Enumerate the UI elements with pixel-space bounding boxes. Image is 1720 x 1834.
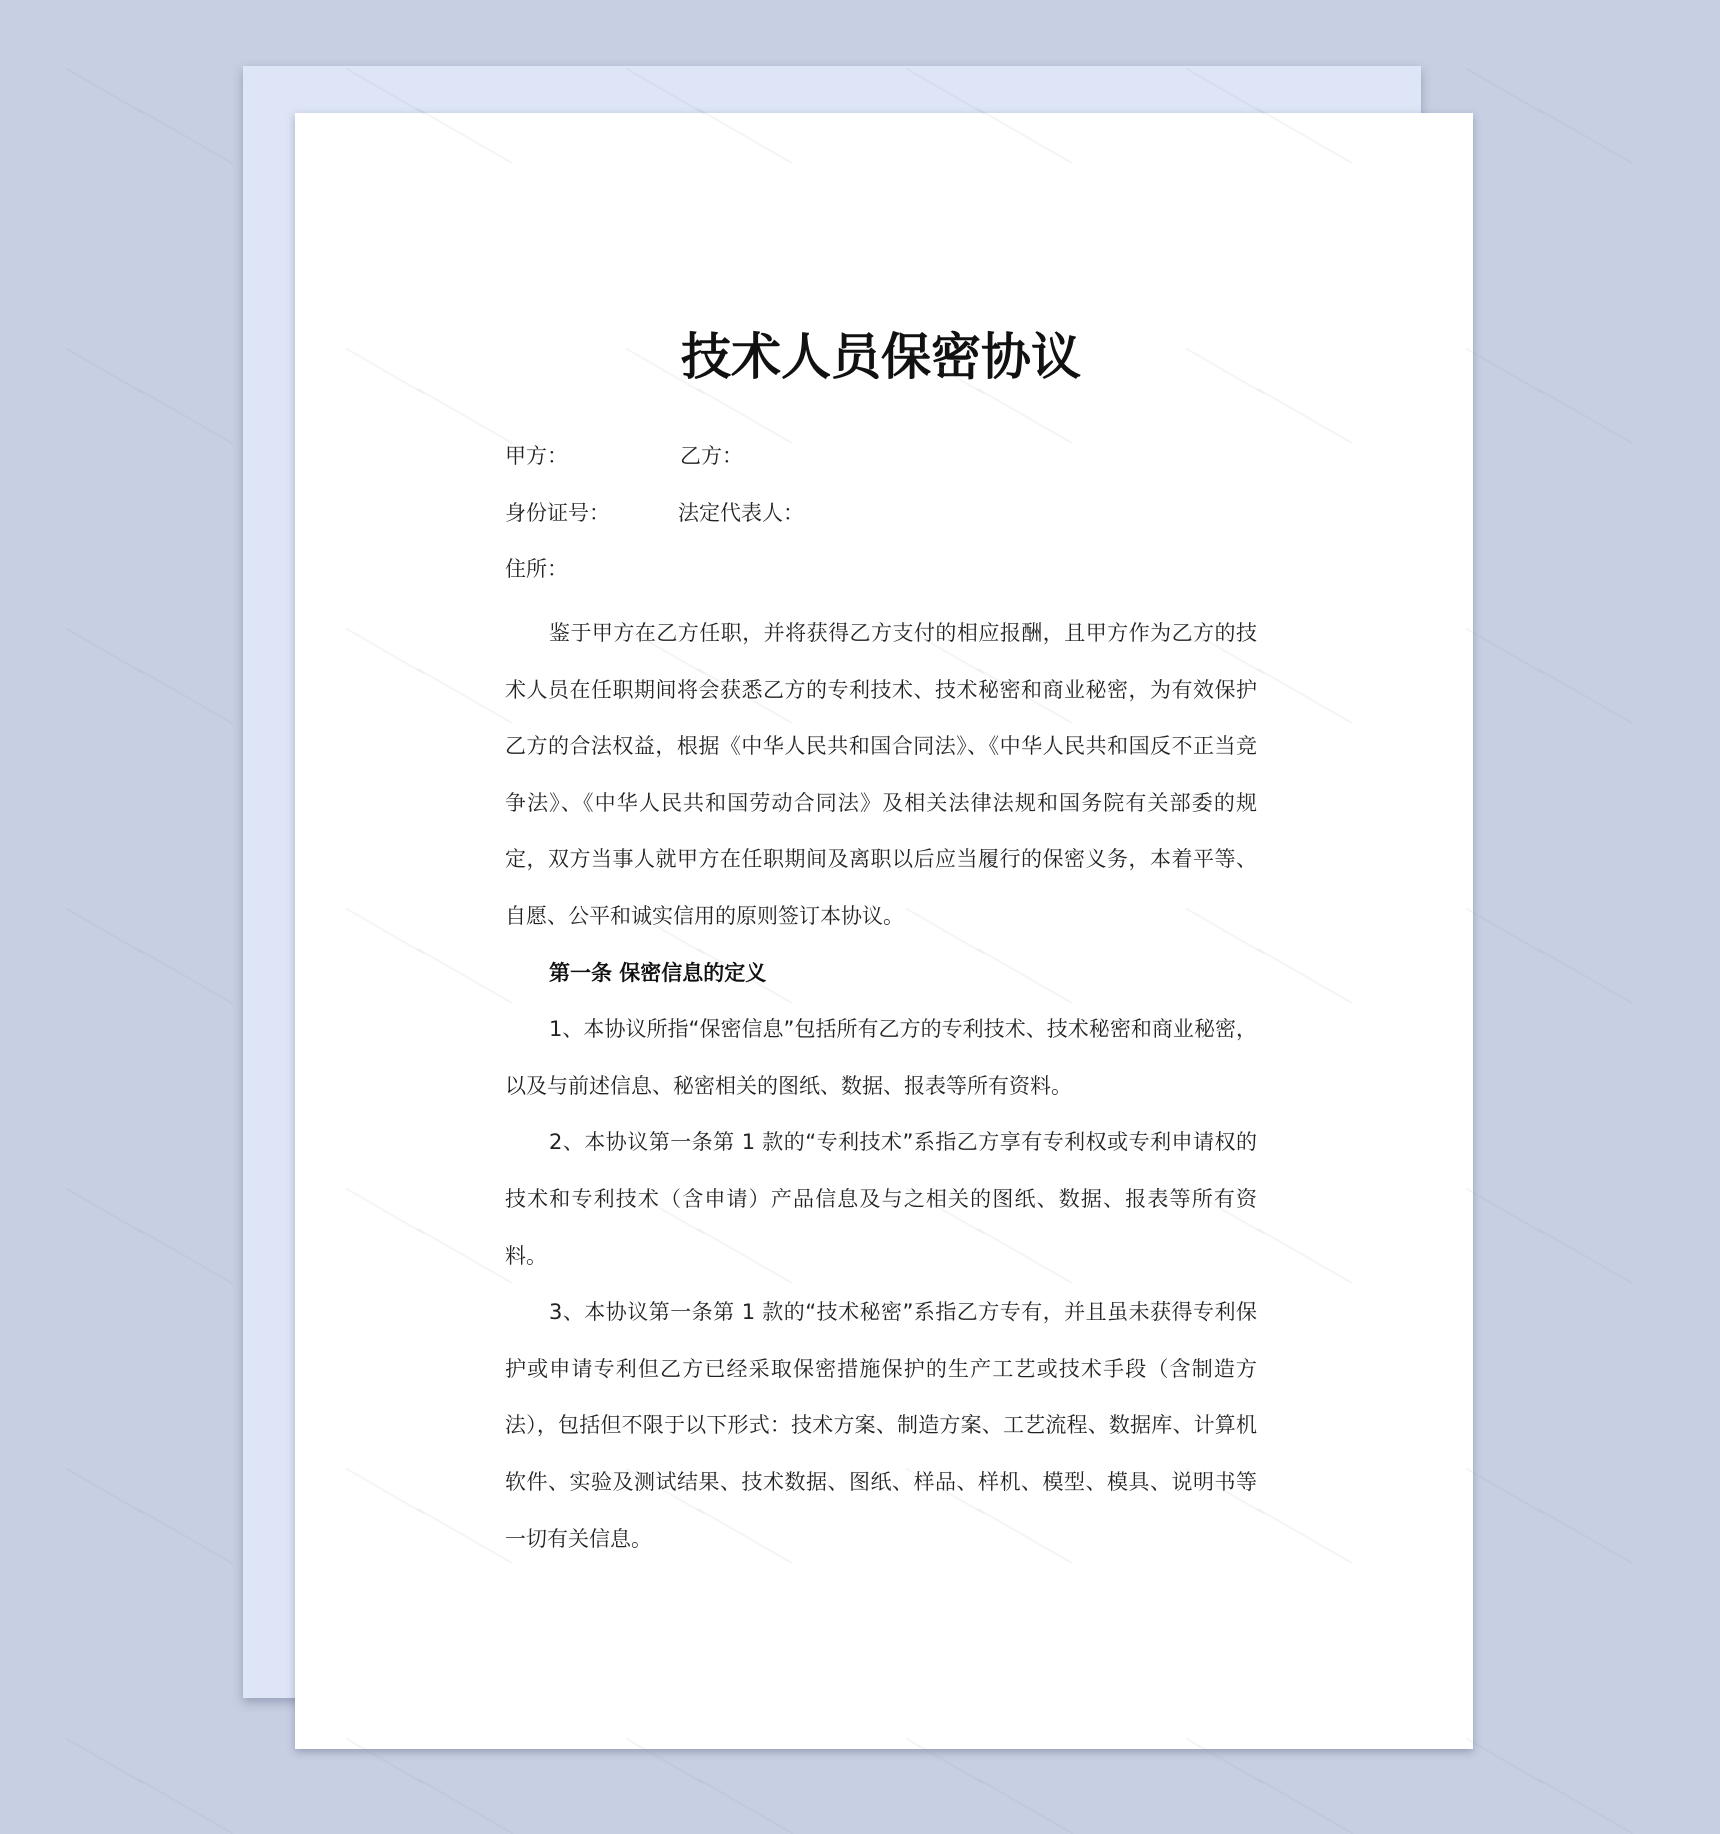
watermark-mark xyxy=(1466,1738,1545,1785)
id-row xyxy=(505,493,804,533)
intro-paragraph: 鉴于甲方在乙方任职，并将获得乙方支付的相应报酬，且甲方作为乙方的技术人员在任职期间将会获悉乙方的专利技术、技术秘密和商业秘密，为有效保护乙方的合法权益，根据《中华人民共和国合同法》、《中华人民共和国反不正当竞争法》、《中华人民共和国劳动合同法》及相关法律法规和国务院有关部委的规定，双方当事人就甲方在任职期间及离职以后应当履行的保密义务，本着平等、自愿、公平和诚实信用的原则签订本协议。 xyxy=(505,621,1257,928)
id-number-label: 身份证号： xyxy=(505,501,610,525)
watermark-mark xyxy=(1466,348,1545,395)
watermark-mark xyxy=(1466,908,1545,955)
clause-1-paragraph: 1、本协议所指“保密信息”包括所有乙方的专利技术、技术秘密和商业秘密，以及与前述信息、秘密相关的图纸、数据、报表等所有资料。 xyxy=(505,1017,1257,1098)
watermark-mark xyxy=(1537,388,1633,445)
watermark-mark xyxy=(66,1738,145,1785)
watermark-mark xyxy=(137,388,233,445)
watermark-mark xyxy=(1537,948,1633,1005)
address-label: 住所： xyxy=(505,557,568,581)
watermark-mark xyxy=(137,948,233,1005)
watermark-mark xyxy=(137,668,233,725)
watermark-mark xyxy=(1537,1228,1633,1285)
watermark-mark xyxy=(66,348,145,395)
clause-2-paragraph: 2、本协议第一条第 1 款的“专利技术”系指乙方享有专利权或专利申请权的技术和专利技术（含申请）产品信息及与之相关的图纸、数据、报表等所有资料。 xyxy=(505,1130,1257,1268)
watermark-mark xyxy=(1537,668,1633,725)
watermark-mark xyxy=(66,1188,145,1235)
article-1-heading: 第一条 保密信息的定义 xyxy=(549,960,767,985)
party-a-label: 甲方： xyxy=(505,444,568,468)
party-row xyxy=(505,436,743,476)
watermark-mark xyxy=(1537,1508,1633,1565)
watermark-mark xyxy=(1466,628,1545,675)
watermark-mark xyxy=(66,1468,145,1515)
watermark-mark xyxy=(1466,68,1545,115)
watermark-mark xyxy=(1537,108,1633,165)
watermark-mark xyxy=(66,68,145,115)
watermark-mark xyxy=(137,1228,233,1285)
address-row xyxy=(505,549,568,589)
watermark-mark xyxy=(66,628,145,675)
watermark-mark xyxy=(137,108,233,165)
watermark-mark xyxy=(66,908,145,955)
document-page xyxy=(295,113,1473,1749)
watermark-mark xyxy=(1466,1188,1545,1235)
party-b-label: 乙方： xyxy=(680,444,743,468)
clause-3-paragraph: 3、本协议第一条第 1 款的“技术秘密”系指乙方专有，并且虽未获得专利保护或申请专利但乙方已经采取保密措施保护的生产工艺或技术手段（含制造方法），包括但不限于以下形式：技术方案、制造方案、工艺流程、数据库、计算机软件、实验及测试结果、技术数据、图纸、样品、样机、模型、模具、说明书等一切有关信息。 xyxy=(505,1300,1257,1551)
watermark-mark xyxy=(1466,1468,1545,1515)
legal-rep-label: 法定代表人： xyxy=(678,501,804,525)
document-title: 技术人员保密协议 xyxy=(681,328,1081,386)
watermark-mark xyxy=(137,1508,233,1565)
document-body xyxy=(505,605,1257,1567)
